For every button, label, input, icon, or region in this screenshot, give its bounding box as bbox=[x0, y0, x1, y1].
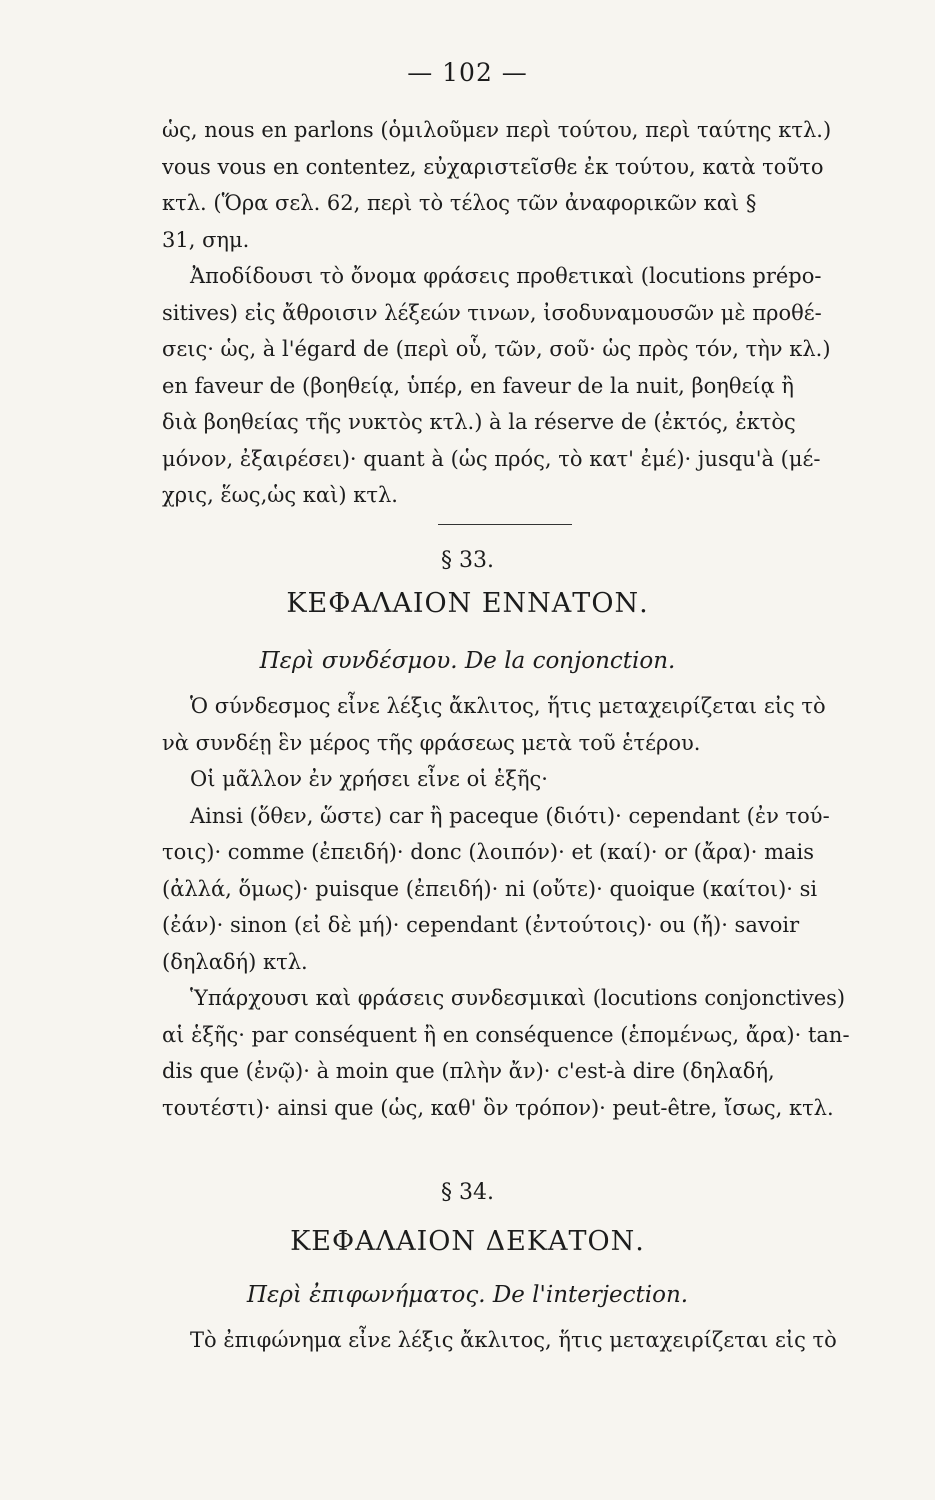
text-line: σεις· ὡς, à l'égard de (περὶ οὗ, τῶν, σοῦ· ὡς πρὸς τόν, τὴν κλ.) bbox=[162, 337, 831, 361]
text-line: Οἱ μᾶλλον ἐν χρήσει εἶνε οἱ ἑξῆς· bbox=[190, 767, 548, 791]
text-line: νὰ συνδέῃ ἓν μέρος τῆς φράσεως μετὰ τοῦ ἑτέρου. bbox=[162, 730, 701, 755]
text-line: (δηλαδή) κτλ. bbox=[162, 949, 308, 974]
text-line: αἱ ἑξῆς· par conséquent ἢ en conséquence (ἑπομένως, ἄρα)· tan- bbox=[162, 1022, 850, 1047]
paragraph-prepositions bbox=[162, 112, 862, 514]
section-number-33: § 33. bbox=[441, 548, 494, 573]
text-line: Τὸ ἐπιφώνημα εἶνε λέξις ἄκλιτος, ἥτις μεταχειρίζεται εἰς τὸ bbox=[190, 1328, 837, 1352]
text-line: Ainsi (ὅθεν, ὥστε) car ἢ paceque (διότι)· cependant (ἐν τού- bbox=[190, 803, 830, 828]
text-line: dis que (ἐνῷ)· à moin que (πλὴν ἄν)· c'est-à dire (δηλαδή, bbox=[162, 1059, 775, 1083]
text-line: Ὑπάρχουσι καὶ φράσεις συνδεσμικαὶ (locutions conjonctives) bbox=[190, 986, 846, 1010]
text-line: Ἀποδίδουσι τὸ ὄνομα φράσεις προθετικαὶ (locutions prépo- bbox=[190, 264, 822, 288]
text-line: τουτέστι)· ainsi que (ὡς, καθ' ὃν τρόπον)· peut-être, ἴσως, κτλ. bbox=[162, 1095, 834, 1120]
text-line: κτλ. (Ὅρα σελ. 62, περὶ τὸ τέλος τῶν ἀναφορικῶν καὶ § bbox=[162, 191, 757, 215]
paragraph-conjunctions bbox=[162, 688, 862, 1126]
text-line: (ἀλλά, ὅμως)· puisque (ἐπειδή)· ni (οὔτε)· quoique (καίτοι)· si bbox=[162, 876, 818, 901]
text-line: Ὁ σύνδεσμος εἶνε λέξις ἄκλιτος, ἥτις μεταχειρίζεται εἰς τὸ bbox=[190, 694, 826, 718]
chapter-subtitle-conjunction: Περὶ συνδέσμου. De la conjonction. bbox=[259, 648, 676, 674]
chapter-title-tenth: ΚΕΦΑΛΑΙΟΝ ΔΕΚΑΤΟΝ. bbox=[290, 1226, 645, 1257]
paragraph-interjection bbox=[162, 1322, 862, 1359]
text-line: ὡς, nous en parlons (ὁμιλοῦμεν περὶ τούτου, περὶ ταύτης κτλ.) bbox=[162, 118, 832, 142]
chapter-title-ninth: ΚΕΦΑΛΑΙΟΝ ΕΝΝΑΤΟΝ. bbox=[286, 588, 649, 619]
text-line: χρις, ἕως,ὡς καὶ) κτλ. bbox=[162, 483, 398, 507]
text-line: vous vous en contentez, εὐχαριστεῖσθε ἐκ τούτου, κατὰ τοῦτο bbox=[162, 154, 824, 179]
section-number-34: § 34. bbox=[441, 1180, 494, 1205]
text-line: μόνον, ἐξαιρέσει)· quant à (ὡς πρός, τὸ κατ' ἐμέ)· jusqu'à (μέ- bbox=[162, 446, 821, 471]
text-line: τοις)· comme (ἐπειδή)· donc (λοιπόν)· et (καί)· or (ἄρα)· mais bbox=[162, 840, 815, 864]
section-divider bbox=[438, 524, 572, 525]
text-line: 31, σημ. bbox=[162, 227, 250, 252]
text-line: διὰ βοηθείας τῆς νυκτὸς κτλ.) à la réserve de (ἐκτός, ἐκτὸς bbox=[162, 410, 796, 434]
text-line: (ἐάν)· sinon (εἰ δὲ μή)· cependant (ἐντούτοις)· ou (ἤ)· savoir bbox=[162, 913, 800, 937]
chapter-subtitle-interjection: Περὶ ἐπιφωνήματος. De l'interjection. bbox=[246, 1282, 689, 1308]
page-number: — 102 — bbox=[407, 58, 528, 87]
text-line: en faveur de (βοηθείᾳ, ὑπέρ, en faveur de la nuit, βοηθείᾳ ἢ bbox=[162, 373, 795, 398]
text-line: sitives) εἰς ἄθροισιν λέξεών τινων, ἰσοδυναμουσῶν μὲ προθέ- bbox=[162, 300, 822, 325]
